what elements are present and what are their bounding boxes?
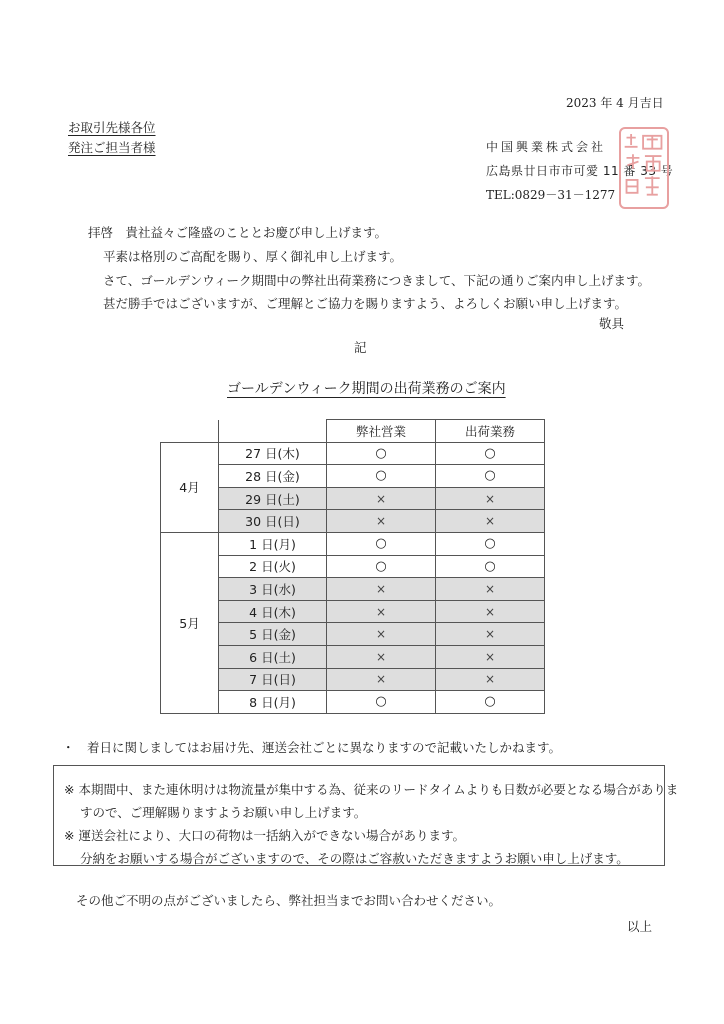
shipping-status-cell: ○ — [436, 465, 545, 488]
sales-status-cell: × — [327, 510, 436, 533]
table-row — [161, 465, 545, 488]
day-cell: 29 日(土) — [219, 487, 327, 510]
sales-status-cell: ○ — [327, 691, 436, 714]
recipient-line-2: 発注ご担当者様 — [68, 140, 156, 155]
shipping-status-cell: × — [436, 668, 545, 691]
day-cell: 5 日(金) — [219, 623, 327, 646]
day-cell: 4 日(木) — [219, 600, 327, 623]
company-seal-icon — [619, 127, 669, 209]
table-row — [161, 532, 545, 555]
table-row — [161, 645, 545, 668]
seal-graphic — [621, 129, 667, 207]
sender-tel: TEL:0829－31－1277 — [486, 188, 616, 202]
day-cell: 8 日(月) — [219, 691, 327, 714]
recipient-line-1: お取引先様各位 — [68, 120, 156, 135]
table-row — [161, 600, 545, 623]
shipping-status-cell: × — [436, 510, 545, 533]
ki-marker: 記 — [354, 340, 367, 355]
schedule-title: ゴールデンウィーク期間の出荷業務のご案内 — [227, 381, 506, 397]
day-cell: 28 日(金) — [219, 465, 327, 488]
shipping-status-cell: × — [436, 487, 545, 510]
sales-status-cell: ○ — [327, 442, 436, 465]
closing-text: その他ご不明の点がございましたら、弊社担当までお問い合わせください。 — [76, 893, 502, 908]
day-cell: 6 日(土) — [219, 645, 327, 668]
day-cell: 30 日(日) — [219, 510, 327, 533]
table-row — [161, 578, 545, 601]
ijou-closing: 以上 — [627, 919, 653, 934]
shipping-status-cell: ○ — [436, 532, 545, 555]
delivery-note: ・ 着日に関しましてはお届け先、運送会社ごとに異なりますので記載いたしかねます。 — [62, 740, 562, 755]
sales-status-cell: × — [327, 487, 436, 510]
document-date: 2023 年 4 月吉日 — [566, 96, 664, 110]
body-line-3: さて、ゴールデンウィーク期間中の弊社出荷業務につきまして、下記の通りご案内申し上げます。 — [103, 273, 651, 288]
day-cell: 7 日(日) — [219, 668, 327, 691]
table-row — [161, 442, 545, 465]
notice-line-4: 分納をお願いする場合がございますので、その際はご容赦いただきますようお願い申し上げます。 — [80, 851, 629, 866]
schedule-table — [160, 419, 545, 714]
sales-status-cell: × — [327, 623, 436, 646]
table-row — [161, 691, 545, 714]
header-blank-cell — [161, 420, 219, 443]
sales-status-cell: × — [327, 645, 436, 668]
table-row — [161, 555, 545, 578]
header-shipping: 出荷業務 — [436, 420, 545, 443]
greeting-line: 拝啓 貴社益々ご隆盛のこととお慶び申し上げます。 — [88, 225, 388, 240]
sales-status-cell: ○ — [327, 555, 436, 578]
shipping-status-cell: ○ — [436, 442, 545, 465]
table-row — [161, 487, 545, 510]
notice-line-2: すので、ご理解賜りますようお願い申し上げます。 — [80, 805, 367, 820]
sales-status-cell: × — [327, 600, 436, 623]
day-cell: 27 日(木) — [219, 442, 327, 465]
sales-status-cell: ○ — [327, 532, 436, 555]
shipping-status-cell: × — [436, 578, 545, 601]
day-cell: 3 日(水) — [219, 578, 327, 601]
notice-line-3: ※ 運送会社により、大口の荷物は一括納入ができない場合があります。 — [64, 828, 465, 843]
sender-address: 広島県廿日市市可愛 11 番 33 号 — [486, 164, 674, 178]
shipping-status-cell: ○ — [436, 555, 545, 578]
month-cell: 5月 — [161, 532, 219, 713]
body-line-2: 平素は格別のご高配を賜り、厚く御礼申し上げます。 — [103, 249, 403, 264]
table-row — [161, 623, 545, 646]
table-header-row — [161, 420, 545, 443]
table-row — [161, 668, 545, 691]
sales-status-cell: × — [327, 668, 436, 691]
month-cell: 4月 — [161, 442, 219, 532]
notice-line-1: ※ 本期間中、また連休明けは物流量が集中する為、従来のリードタイムよりも日数が必要となる場合がありま — [64, 782, 679, 797]
table-row — [161, 510, 545, 533]
header-sales: 弊社営業 — [327, 420, 436, 443]
shipping-status-cell: × — [436, 600, 545, 623]
shipping-status-cell: × — [436, 645, 545, 668]
schedule-body — [161, 442, 545, 713]
sender-company: 中国興業株式会社 — [486, 140, 607, 154]
body-line-4: 甚だ勝手ではございますが、ご理解とご協力を賜りますよう、よろしくお願い申し上げます。 — [103, 296, 628, 311]
sales-status-cell: ○ — [327, 465, 436, 488]
day-cell: 1 日(月) — [219, 532, 327, 555]
header-blank-cell — [219, 420, 327, 443]
day-cell: 2 日(火) — [219, 555, 327, 578]
shipping-status-cell: ○ — [436, 691, 545, 714]
keigu-closing: 敬具 — [599, 316, 625, 331]
shipping-status-cell: × — [436, 623, 545, 646]
notice-box — [53, 765, 679, 866]
sales-status-cell: × — [327, 578, 436, 601]
